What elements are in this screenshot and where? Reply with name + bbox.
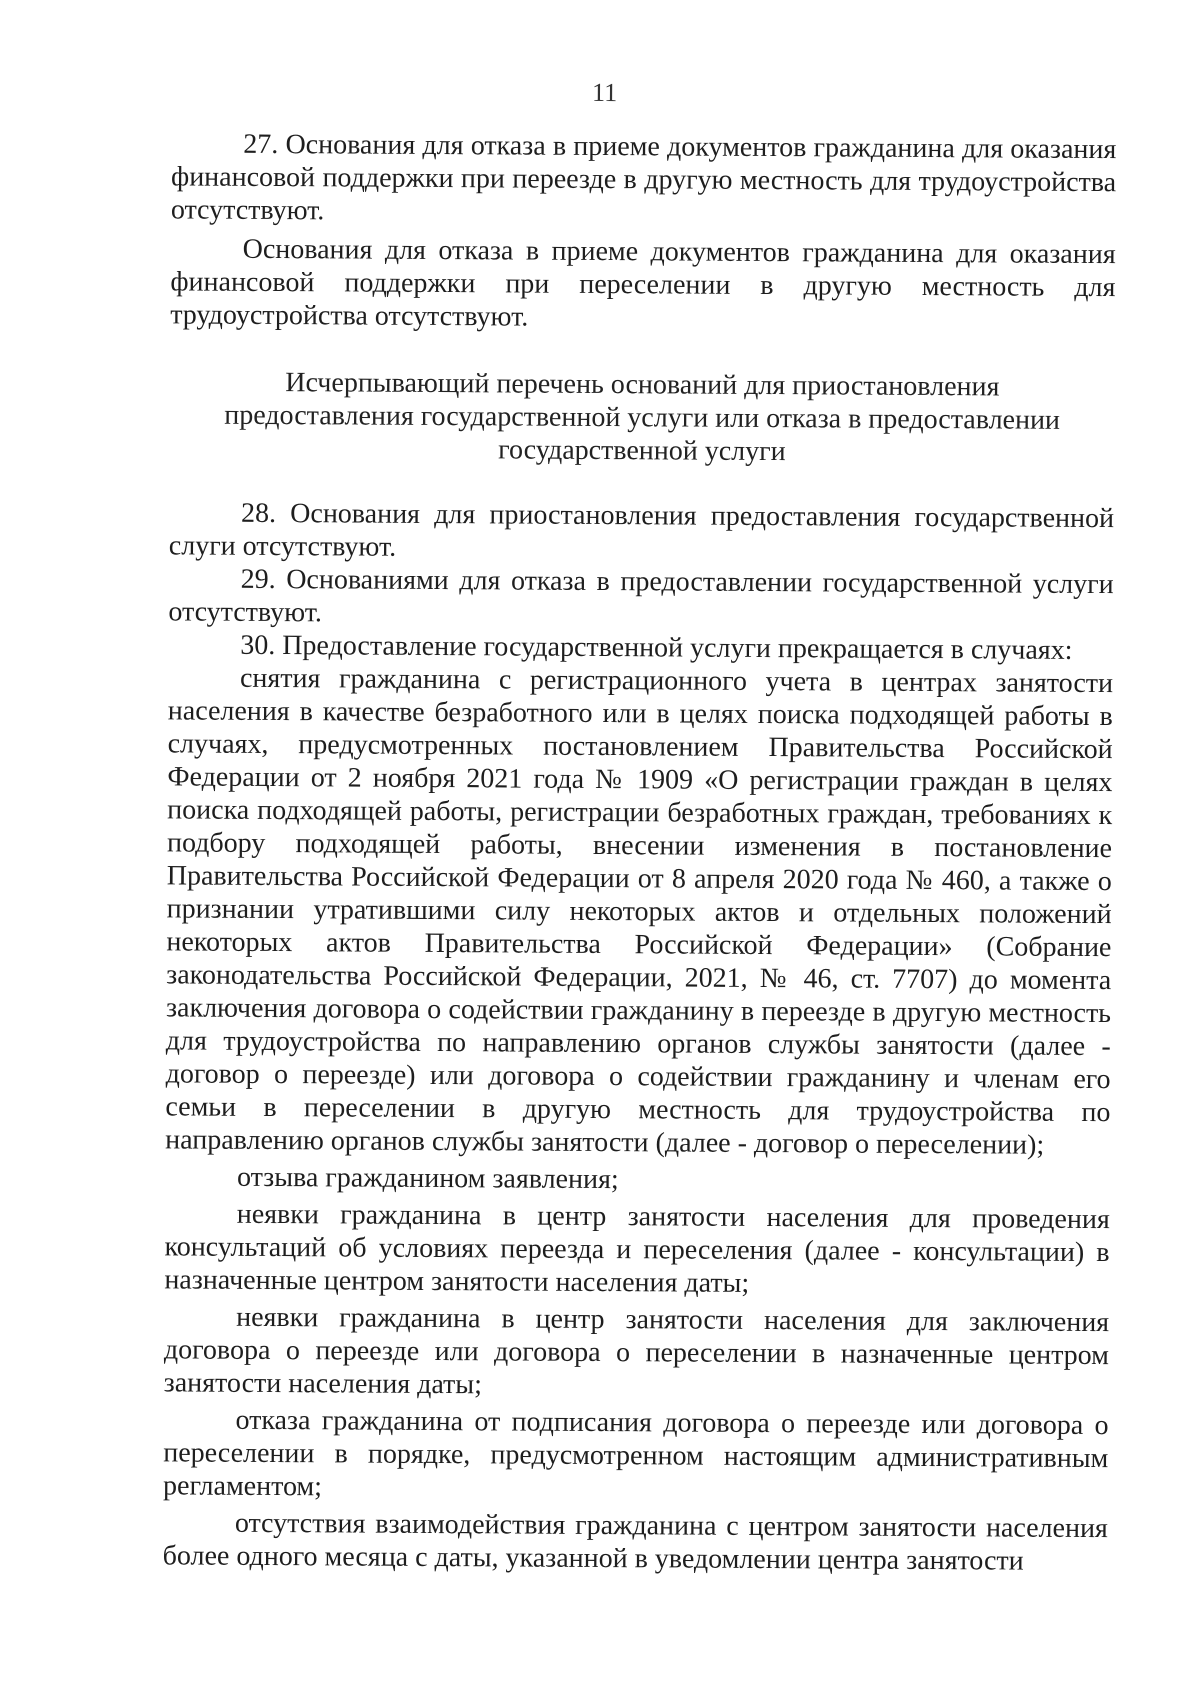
section-heading-line: Исчерпывающий перечень оснований для приостановления (285, 367, 1000, 403)
list-item-deregistration: снятия гражданина с регистрационного учета в центрах занятости населения в качестве безработного или в целях поиска подходящей работы в случаях, предусмотренных постановлением Правительства Российской Федерации от 2 ноября 2021 года № 1909 «О регистрации граждан в целях поиска подходящей работы, регистрации безработных граждан, требованиях к подбору подходящей работы, внесении изменения в постановление Правительства Российской Федерации от 8 апреля 2020 года № 460, а также о признании утратившими силу некоторых актов и отдельных положений некоторых актов Правительства Российской Федерации» (Собрание законодательства Российской Федерации, 2021, № 46, ст. 7707) до момента заключения договора о содействии гражданину в переезде в другую местность для трудоустройства по направлению органов службы занятости (далее - договор о переезде) или договора о содействии гражданину и членам его семьи в переселении в другую местность для трудоустройства по направлению органов службы занятости (далее - договор о переселении); (165, 662, 1114, 1161)
paragraph-27-resettlement: Основания для отказа в приеме документов гражданина для оказания финансовой поддержки при переселении в другую местность для трудоустройства отсутствуют. (170, 233, 1116, 333)
paragraph-28: 28. Основания для приостановления предоставления государственной слуги отсутствуют. (168, 497, 1115, 563)
paragraph-27: 27. Основания для отказа в приеме документов гражданина для оказания финансовой поддержки при переезде в другую местность для трудоустройства отсутствуют. (170, 128, 1117, 227)
list-item-withdrawal: отзыва гражданином заявления; (236, 1161, 619, 1196)
page-number: 11 (592, 77, 618, 108)
paragraph-30: 30. Предоставление государственной услуги прекращается в случаях: (240, 629, 1073, 666)
paragraph-29: 29. Основаниями для отказа в предоставлении государственной услуги отсутствуют. (168, 563, 1114, 629)
document-body (163, 121, 1117, 1578)
section-heading-line: государственной услуги (498, 434, 786, 468)
section-heading (169, 365, 1115, 470)
list-item-refusal-to-sign: отказа гражданина от подписания договора о переезде или договора о переселении в порядке, предусмотренном настоящим административным регламентом; (163, 1404, 1109, 1503)
list-item-no-show-contract: неявки гражданина в центр занятости населения для заключения договора о переезде или договора о переселении в назначенные центром занятости населения даты; (163, 1301, 1110, 1401)
list-item-no-interaction: отсутствия взаимодействия гражданина с центром занятости населения более одного месяца с даты, указанной в уведомлении центра занятости (162, 1507, 1108, 1577)
section-heading-line: предоставления государственной услуги или отказа в предоставлении (224, 399, 1061, 436)
list-item-no-show-consultation: неявки гражданина в центр занятости населения для проведения консультаций об условиях переезда и переселения (далее - консультации) в назначенные центром занятости населения даты; (164, 1198, 1110, 1299)
